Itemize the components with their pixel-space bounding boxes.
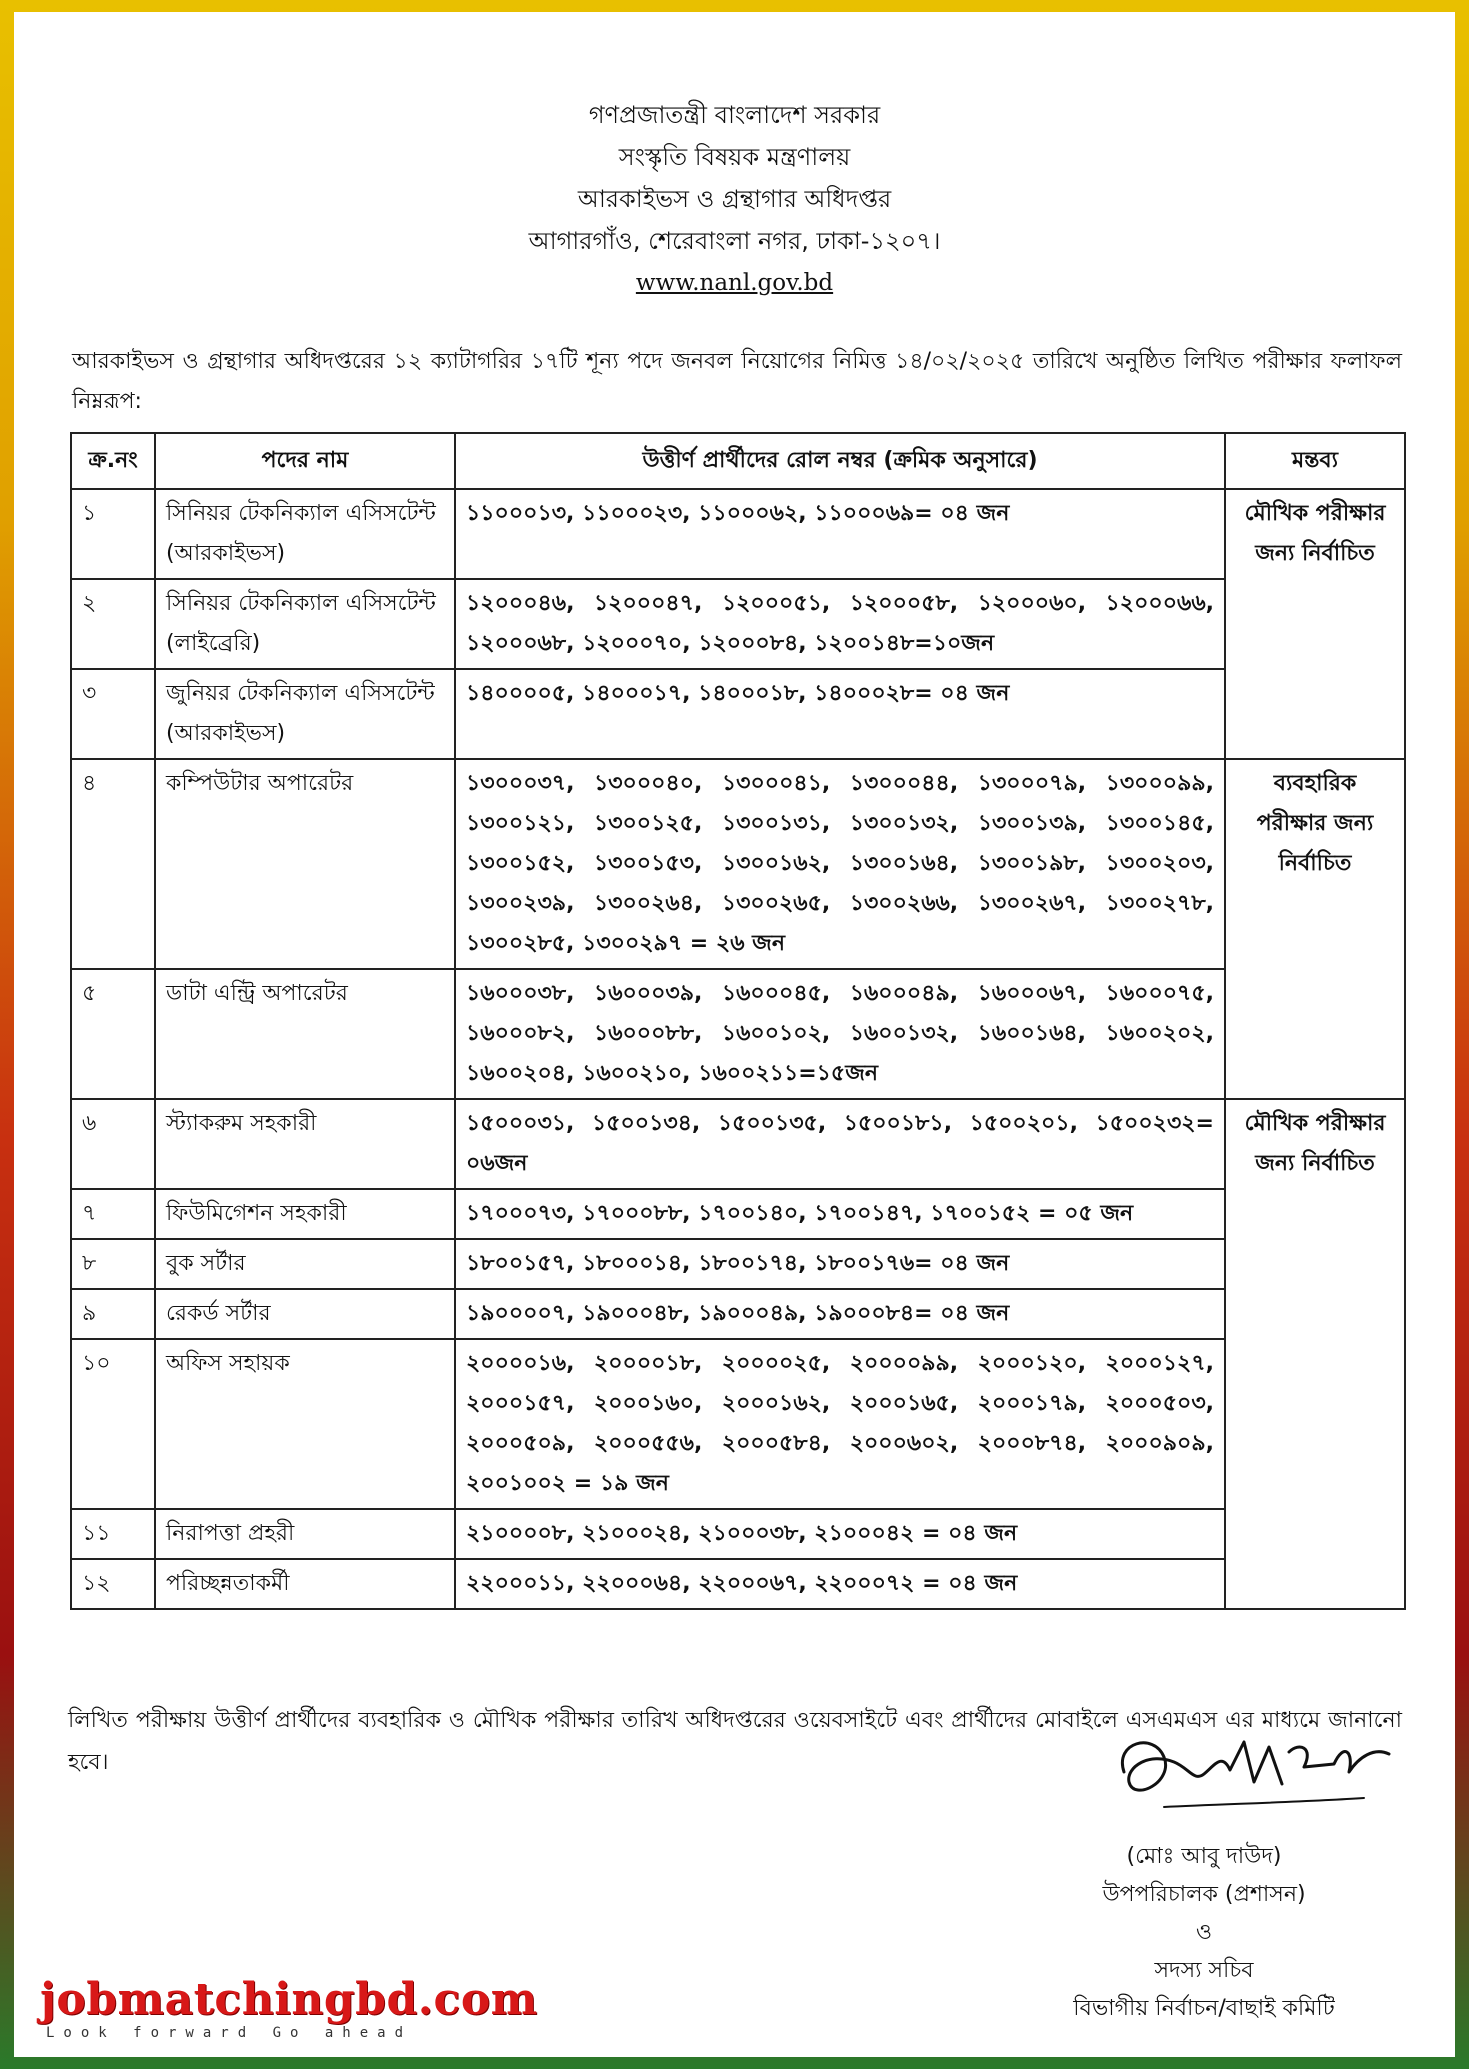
row-rolls: ১৩০০০৩৭, ১৩০০০৪০, ১৩০০০৪১, ১৩০০০৪৪, ১৩০০০৭৯, ১৩০০০৯৯, ১৩০০১২১, ১৩০০১২৫, ১৩০০১৩১, ১৩০০১৩২, ১৩০০১৩৯, ১৩০০১৪৫, ১৩০০১৫২, ১৩০০১৫৩, ১৩০০১৬২, ১৩০০১৬৪, ১৩০০১৯৮, ১৩০০২০৩, ১৩০০২৩৯, ১৩০০২৬৪, ১৩০০২৬৫, ১৩০০২৬৬, ১৩০০২৬৭, ১৩০০২৭৮, ১৩০০২৮৫, ১৩০০২৯৭ = ২৬ জন [455,759,1225,969]
row-rolls: ২১০০০০৮, ২১০০০২৪, ২১০০০৩৮, ২১০০০৪২ = ০৪ জন [455,1509,1225,1559]
table-row [71,669,1405,759]
table-row [71,489,1405,579]
signatory-block [1014,1838,1394,2028]
header-remarks: মন্তব্য [1225,433,1405,489]
signatory-role: সদস্য সচিব [1154,1958,1254,1983]
row-rolls: ১৭০০০৭৩, ১৭০০০৮৮, ১৭০০১৪০, ১৭০০১৪৭, ১৭০০১৫২ = ০৫ জন [455,1189,1225,1239]
table-row [71,1509,1405,1559]
header-rolls: উত্তীর্ণ প্রার্থীদের রোল নম্বর (ক্রমিক অনুসারে) [455,433,1225,489]
row-serial: ১০ [71,1339,155,1509]
row-rolls: ২০০০০১৬, ২০০০০১৮, ২০০০০২৫, ২০০০০৯৯, ২০০০১২০, ২০০০১২৭, ২০০০১৫৭, ২০০০১৬০, ২০০০১৬২, ২০০০১৬৫, ২০০০১৭৯, ২০০০৫০৩, ২০০০৫০৯, ২০০০৫৫৬, ২০০০৫৮৪, ২০০০৬০২, ২০০০৮৭৪, ২০০০৯০৯, ২০০১০০২ = ১৯ জন [455,1339,1225,1509]
row-post: কম্পিউটার অপারেটর [155,759,455,969]
department-name: আরকাইভস ও গ্রন্থাগার অধিদপ্তর [577,185,892,213]
row-rolls: ১৬০০০৩৮, ১৬০০০৩৯, ১৬০০০৪৫, ১৬০০০৪৯, ১৬০০০৬৭, ১৬০০০৭৫, ১৬০০০৮২, ১৬০০০৮৮, ১৬০০১০২, ১৬০০১৩২, ১৬০০১৬৪, ১৬০০২০২, ১৬০০২০৪, ১৬০০২১০, ১৬০০২১১=১৫জন [455,969,1225,1099]
row-serial: ১২ [71,1559,155,1609]
row-serial: ৩ [71,669,155,759]
remark-viva-2: মৌখিক পরীক্ষার জন্য নির্বাচিত [1225,1099,1405,1609]
row-rolls: ১৯০০০০৭, ১৯০০০৪৮, ১৯০০০৪৯, ১৯০০০৮৪= ০৪ জন [455,1289,1225,1339]
table-row [71,1289,1405,1339]
table-row [71,1559,1405,1609]
row-serial: ৫ [71,969,155,1099]
row-serial: ২ [71,579,155,669]
row-post: জুনিয়র টেকনিক্যাল এসিসটেন্ট (আরকাইভস) [155,669,455,759]
address: আগারগাঁও, শেরেবাংলা নগর, ঢাকা-১২০৭। [528,227,941,255]
signatory-committee: বিভাগীয় নির্বাচন/বাছাই কমিটি [1073,1996,1335,2021]
table-row [71,579,1405,669]
table-row [71,1099,1405,1189]
footnote-paragraph: লিখিত পরীক্ষায় উত্তীর্ণ প্রার্থীদের ব্যবহারিক ও মৌখিক পরীক্ষার তারিখ অধিদপ্তরের ওয়েবসাইটে এবং প্রার্থীদের মোবাইলে এসএমএস এর মাধ্যমে জানানো হবে। [68,1708,1402,1775]
row-serial: ৪ [71,759,155,969]
remark-viva-1: মৌখিক পরীক্ষার জন্য নির্বাচিত [1225,489,1405,759]
letterhead [14,94,1455,304]
row-rolls: ১৮০০১৫৭, ১৮০০০১৪, ১৮০০১৭৪, ১৮০০১৭৬= ০৪ জন [455,1239,1225,1289]
intro-paragraph: আরকাইভস ও গ্রন্থাগার অধিদপ্তরের ১২ ক্যাটাগরির ১৭টি শূন্য পদে জনবল নিয়োগের নিমিত্ত ১৪/০২/২০২৫ তারিখে অনুষ্ঠিত লিখিত পরীক্ষার ফলাফল নিম্নরূপ: [72,349,1402,414]
row-post: সিনিয়র টেকনিক্যাল এসিসটেন্ট (লাইব্রেরি) [155,579,455,669]
brand-name: jobmatchingbd.com [40,1974,538,2025]
row-post: ফিউমিগেশন সহকারী [155,1189,455,1239]
row-post: রেকর্ড সর্টার [155,1289,455,1339]
row-rolls: ১১০০০১৩, ১১০০০২৩, ১১০০০৬২, ১১০০০৬৯= ০৪ জন [455,489,1225,579]
row-post: স্ট্যাকরুম সহকারী [155,1099,455,1189]
header-serial: ক্র.নং [71,433,155,489]
row-post: বুক সর্টার [155,1239,455,1289]
row-post: ডাটা এন্ট্রি অপারেটর [155,969,455,1099]
row-serial: ৬ [71,1099,155,1189]
table-row [71,1239,1405,1289]
row-post: অফিস সহায়ক [155,1339,455,1509]
row-serial: ১১ [71,1509,155,1559]
table-row [71,969,1405,1099]
row-post: নিরাপত্তা প্রহরী [155,1509,455,1559]
header-post: পদের নাম [155,433,455,489]
row-rolls: ১৪০০০০৫, ১৪০০০১৭, ১৪০০০১৮, ১৪০০০২৮= ০৪ জন [455,669,1225,759]
table-header-row [71,433,1405,489]
row-rolls: ১৫০০০৩১, ১৫০০১৩৪, ১৫০০১৩৫, ১৫০০১৮১, ১৫০০২০১, ১৫০০২৩২= ০৬জন [455,1099,1225,1189]
row-post: সিনিয়র টেকনিক্যাল এসিসটেন্ট (আরকাইভস) [155,489,455,579]
row-serial: ১ [71,489,155,579]
table-row [71,1189,1405,1239]
row-post: পরিচ্ছন্নতাকর্মী [155,1559,455,1609]
remark-practical: ব্যবহারিক পরীক্ষার জন্য নির্বাচিত [1225,759,1405,1099]
table-row [71,1339,1405,1509]
row-serial: ৭ [71,1189,155,1239]
watermark-logo [40,1975,540,2041]
govt-name: গণপ্রজাতন্ত্রী বাংলাদেশ সরকার [588,101,881,129]
results-table [70,432,1406,1610]
signatory-conjunction: ও [1195,1920,1213,1945]
row-serial: ৯ [71,1289,155,1339]
ministry-name: সংস্কৃতি বিষয়ক মন্ত্রণালয় [618,143,851,171]
row-serial: ৮ [71,1239,155,1289]
signatory-name: (মোঃ আবু দাউদ) [1126,1844,1282,1869]
document-sheet [14,12,1455,2057]
row-rolls: ২২০০০১১, ২২০০০৬৪, ২২০০০৬৭, ২২০০০৭২ = ০৪ জন [455,1559,1225,1609]
row-rolls: ১২০০০৪৬, ১২০০০৪৭, ১২০০০৫১, ১২০০০৫৮, ১২০০০৬০, ১২০০০৬৬, ১২০০০৬৮, ১২০০০৭০, ১২০০০৮৪, ১২০০১৪৮=১০জন [455,579,1225,669]
handwritten-signature [1104,1712,1404,1832]
brand-tagline: Look forward Go ahead [46,2025,413,2041]
signatory-designation: উপপরিচালক (প্রশাসন) [1102,1882,1306,1907]
table-row [71,759,1405,969]
website-link[interactable]: www.nanl.gov.bd [635,270,834,296]
